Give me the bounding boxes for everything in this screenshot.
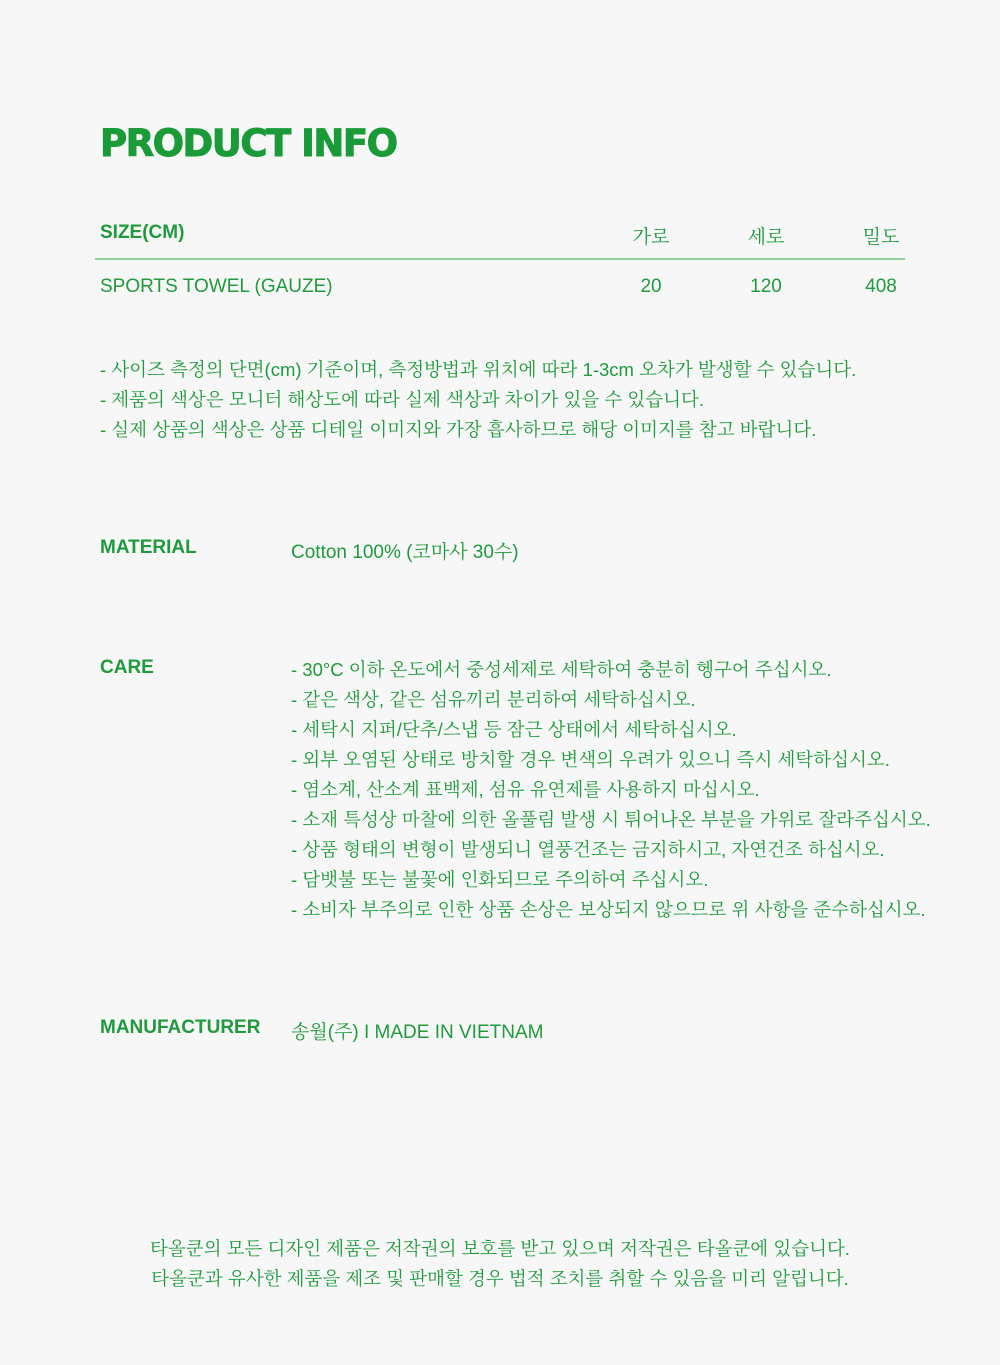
footer-line: 타올쿤의 모든 디자인 제품은 저작권의 보호를 받고 있으며 저작권은 타올쿤에 있습니다. xyxy=(150,1238,850,1259)
care-item: - 30°C 이하 온도에서 중성세제로 세탁하여 충분히 헹구어 주십시오. xyxy=(291,659,832,680)
care-list xyxy=(291,655,931,925)
manufacturer-value: 송월(주) I MADE IN VIETNAM xyxy=(291,1022,544,1043)
care-item: - 소비자 부주의로 인한 상품 손상은 보상되지 않으므로 위 사항을 준수하십시오. xyxy=(291,899,926,920)
care-item: - 염소계, 산소계 표백제, 섬유 유연제를 사용하지 마십시오. xyxy=(291,779,760,800)
size-header-name: SIZE(CM) xyxy=(100,222,185,243)
care-item: - 세탁시 지퍼/단추/스냅 등 잠근 상태에서 세탁하십시오. xyxy=(291,719,737,740)
care-item: - 담뱃불 또는 불꽃에 인화되므로 주의하여 주십시오. xyxy=(291,869,709,890)
note-item: - 제품의 색상은 모니터 해상도에 따라 실제 색상과 차이가 있을 수 있습니다. xyxy=(100,389,704,410)
page-title: PRODUCT INFO xyxy=(100,122,397,165)
size-table xyxy=(95,214,905,316)
size-table-header: SIZE(CM) 가로 세로 밀도 xyxy=(95,214,905,260)
care-item: - 같은 색상, 같은 섬유끼리 분리하여 세탁하십시오. xyxy=(291,689,696,710)
material-value: Cotton 100% (코마사 30수) xyxy=(291,542,519,563)
care-item: - 외부 오염된 상태로 방치할 경우 변색의 우려가 있으니 즉시 세탁하십시오. xyxy=(291,749,890,770)
care-label: CARE xyxy=(100,657,154,678)
note-item: - 실제 상품의 색상은 상품 디테일 이미지와 가장 흡사하므로 해당 이미지를 참고 바랍니다. xyxy=(100,419,817,440)
copyright-notice xyxy=(0,1234,1000,1294)
footer-line: 타올쿤과 유사한 제품을 제조 및 판매할 경우 법적 조치를 취할 수 있음을 미리 알립니다. xyxy=(151,1268,849,1289)
size-notes xyxy=(100,355,856,445)
note-item: - 사이즈 측정의 단면(cm) 기준이며, 측정방법과 위치에 따라 1-3cm 오차가 발생할 수 있습니다. xyxy=(100,359,857,380)
material-label: MATERIAL xyxy=(100,537,197,558)
size-row-name: SPORTS TOWEL (GAUZE) xyxy=(100,276,333,297)
table-row: SPORTS TOWEL (GAUZE) 20 120 408 xyxy=(100,276,897,297)
care-item: - 소재 특성상 마찰에 의한 올풀림 발생 시 튀어나온 부분을 가위로 잘라주십시오. xyxy=(291,809,931,830)
manufacturer-label: MANUFACTURER xyxy=(100,1017,261,1038)
care-item: - 상품 형태의 변형이 발생되니 열풍건조는 금지하시고, 자연건조 하십시오. xyxy=(291,839,885,860)
